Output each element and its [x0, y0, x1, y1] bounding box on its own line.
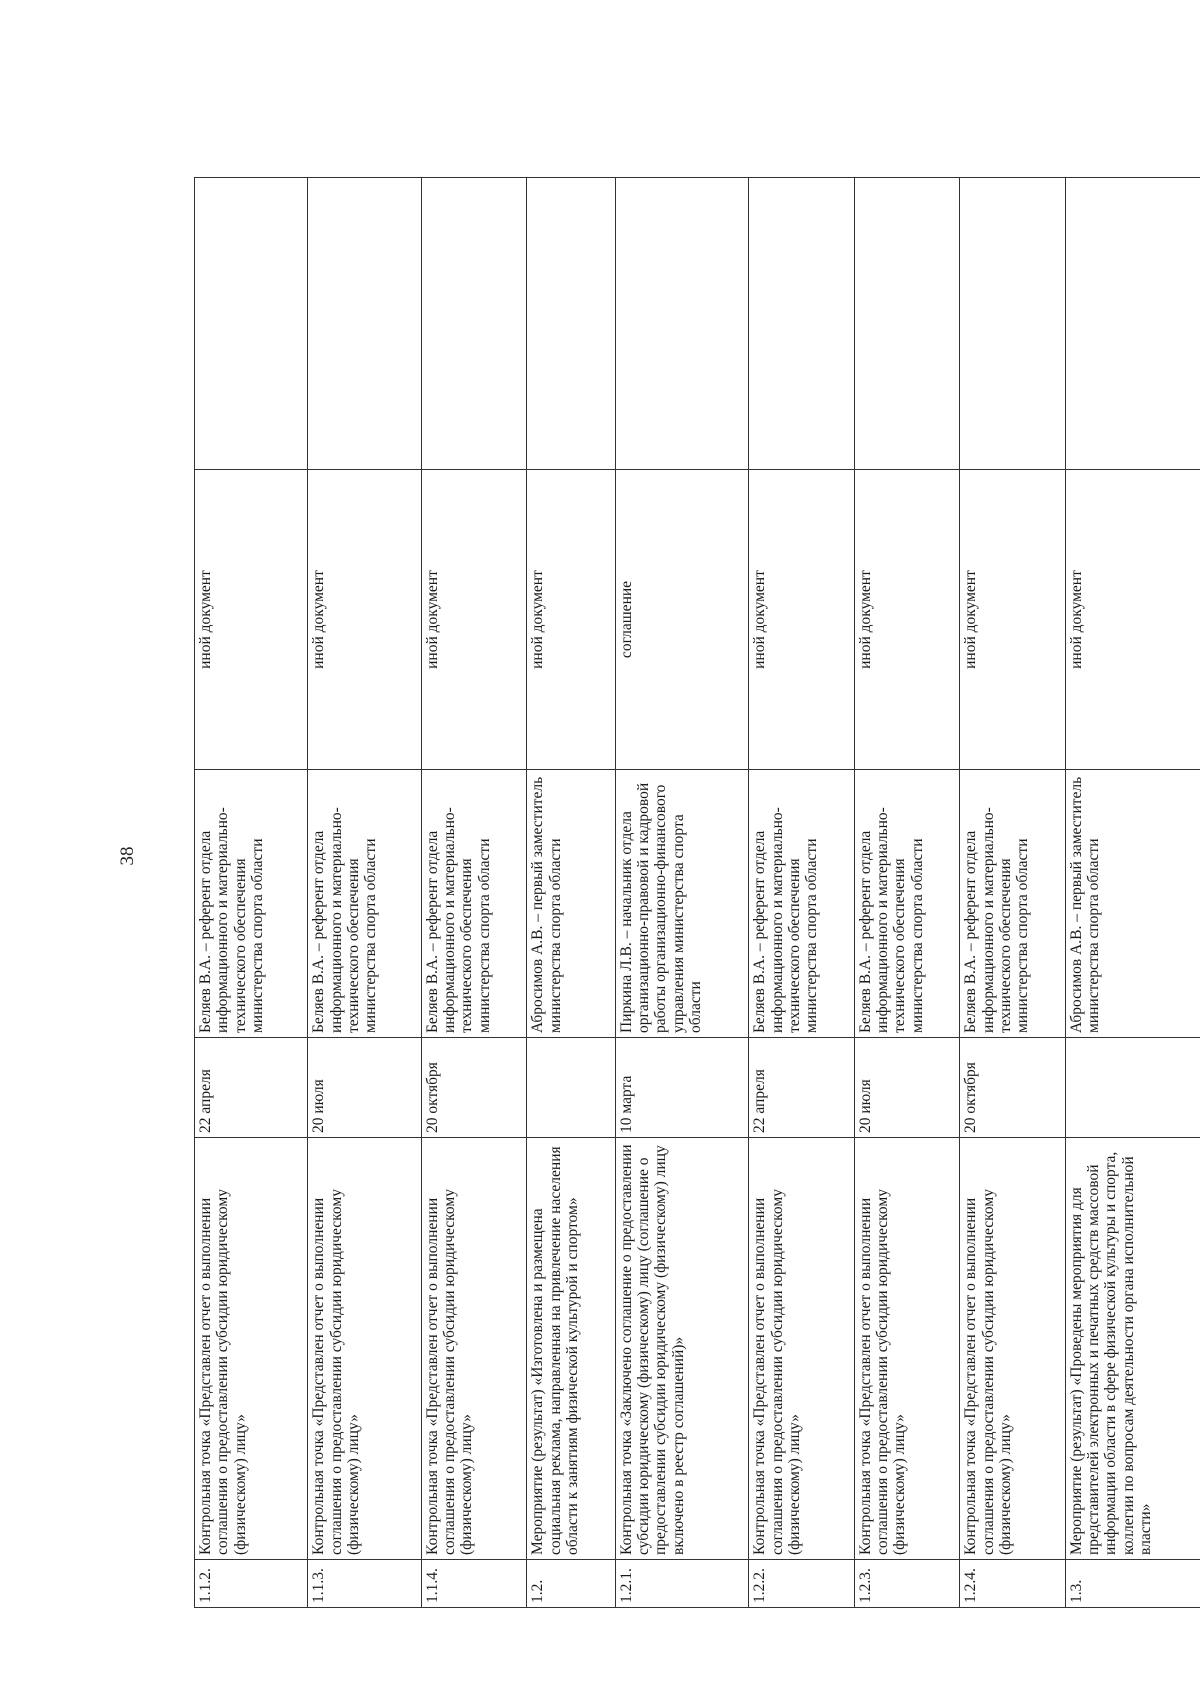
- row-responsible: Беляев В.А. – референт отдела информационного и материально-технического обеспечения министерства спорта области: [960, 770, 1065, 1038]
- row-number: 1.2.4.: [960, 1560, 1065, 1608]
- row-responsible: Абросимов А.В. – первый заместитель министерства спорта области: [1065, 770, 1200, 1038]
- row-document-type: соглашение: [615, 470, 749, 770]
- row-responsible: Беляев В.А. – референт отдела информационного и материально-технического обеспечения министерства спорта области: [308, 770, 421, 1038]
- row-number: 1.1.2.: [195, 1560, 308, 1608]
- row-responsible: Беляев В.А. – референт отдела информационного и материально-технического обеспечения министерства спорта области: [749, 770, 854, 1038]
- row-responsible: Беляев В.А. – референт отдела информационного и материально-технического обеспечения министерства спорта области: [421, 770, 526, 1038]
- table-row: [421, 178, 526, 1608]
- row-responsible: Пиркина Л.В. – начальник отдела организационно-правовой и кадровой работы организационно-финансового управления министерства спорта области: [615, 770, 749, 1038]
- row-note: [195, 178, 308, 470]
- row-date: 20 октября: [960, 1038, 1065, 1138]
- table-row: [527, 178, 615, 1608]
- table-row: [308, 178, 421, 1608]
- row-title: Контрольная точка «Представлен отчет о выполнении соглашения о предоставлении субсидии юридическому (физическому) лицу»: [854, 1138, 959, 1560]
- row-document-type: иной документ: [854, 470, 959, 770]
- row-date: 22 апреля: [195, 1038, 308, 1138]
- table-row: [615, 178, 749, 1608]
- row-responsible: Абросимов А.В. – первый заместитель министерства спорта области: [527, 770, 615, 1038]
- row-document-type: иной документ: [421, 470, 526, 770]
- row-title: Контрольная точка «Заключено соглашение о предоставлении субсидии юридическому (физическому) лицу (соглашение о предоставлении субсидии юридическому (физическому) лицу включено в реестр соглашений)»: [615, 1138, 749, 1560]
- row-date: 10 марта: [615, 1038, 749, 1138]
- table-row: [749, 178, 854, 1608]
- rotated-table-container: [194, 178, 1200, 1608]
- row-title: Мероприятие (результат) «Проведены мероприятия для представителей электронных и печатных средств массовой информации области в сфере физической культуры и спорта, коллегии по вопросам деятельности органа исполнительной власти»: [1065, 1138, 1200, 1560]
- row-number: 1.3.: [1065, 1560, 1200, 1608]
- row-number: 1.2.1.: [615, 1560, 749, 1608]
- row-responsible: Беляев В.А. – референт отдела информационного и материально-технического обеспечения министерства спорта области: [854, 770, 959, 1038]
- row-document-type: иной документ: [308, 470, 421, 770]
- row-date: 20 июля: [854, 1038, 959, 1138]
- row-responsible: Беляев В.А. – референт отдела информационного и материально-технического обеспечения министерства спорта области: [195, 770, 308, 1038]
- row-date: 20 июля: [308, 1038, 421, 1138]
- row-date: 20 октября: [421, 1038, 526, 1138]
- row-number: 1.1.3.: [308, 1560, 421, 1608]
- row-note: [615, 178, 749, 470]
- row-document-type: иной документ: [960, 470, 1065, 770]
- table-row: [960, 178, 1065, 1608]
- row-number: 1.2.: [527, 1560, 615, 1608]
- row-title: Контрольная точка «Представлен отчет о выполнении соглашения о предоставлении субсидии юридическому (физическому) лицу»: [749, 1138, 854, 1560]
- row-title: Контрольная точка «Представлен отчет о выполнении соглашения о предоставлении субсидии юридическому (физическому) лицу»: [195, 1138, 308, 1560]
- row-note: [854, 178, 959, 470]
- row-title: Мероприятие (результат) «Изготовлена и размещена социальная реклама, направленная на привлечение населения области к занятиям физической культурой и спортом»: [527, 1138, 615, 1560]
- row-document-type: иной документ: [195, 470, 308, 770]
- row-note: [527, 178, 615, 470]
- table-row: [1065, 178, 1200, 1608]
- row-number: 1.2.3.: [854, 1560, 959, 1608]
- row-title: Контрольная точка «Представлен отчет о выполнении соглашения о предоставлении субсидии юридическому (физическому) лицу»: [308, 1138, 421, 1560]
- row-document-type: иной документ: [1065, 470, 1200, 770]
- row-note: [960, 178, 1065, 470]
- row-note: [749, 178, 854, 470]
- row-note: [421, 178, 526, 470]
- row-note: [308, 178, 421, 470]
- table-row: [854, 178, 959, 1608]
- row-date: 22 апреля: [749, 1038, 854, 1138]
- row-document-type: иной документ: [749, 470, 854, 770]
- row-date: [1065, 1038, 1200, 1138]
- schedule-table: [194, 177, 1200, 1608]
- row-number: 1.1.4.: [421, 1560, 526, 1608]
- row-document-type: иной документ: [527, 470, 615, 770]
- row-date: [527, 1038, 615, 1138]
- table-row: [195, 178, 308, 1608]
- row-title: Контрольная точка «Представлен отчет о выполнении соглашения о предоставлении субсидии юридическому (физическому) лицу»: [960, 1138, 1065, 1560]
- row-number: 1.2.2.: [749, 1560, 854, 1608]
- page-number: 38: [117, 846, 138, 866]
- row-title: Контрольная точка «Представлен отчет о выполнении соглашения о предоставлении субсидии юридическому (физическому) лицу»: [421, 1138, 526, 1560]
- row-note: [1065, 178, 1200, 470]
